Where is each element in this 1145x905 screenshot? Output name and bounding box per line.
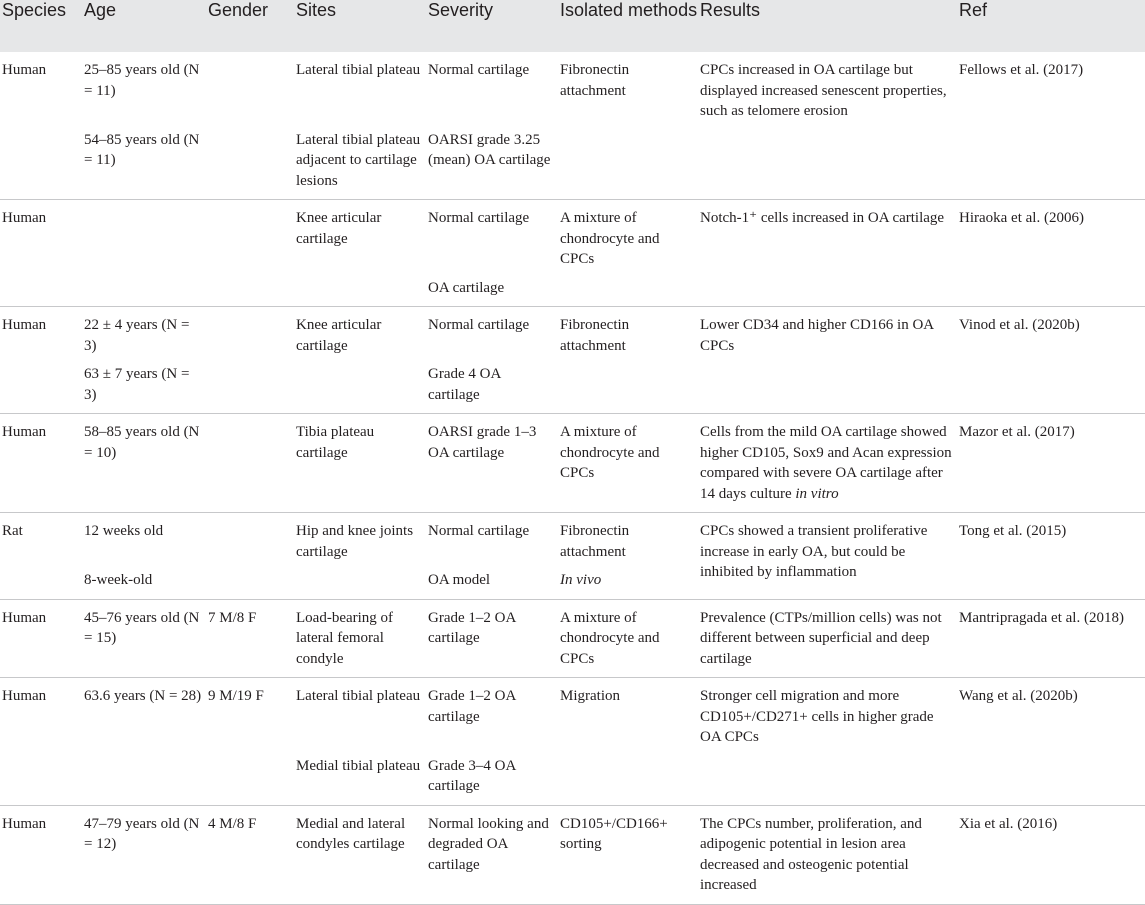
- table-row: [0, 678, 1145, 748]
- cell-ref: Vinod et al. (2020b): [959, 317, 1080, 333]
- cell-ref: [957, 270, 1145, 307]
- cell-age: 12 weeks old: [84, 523, 164, 539]
- cell-gender: [206, 307, 294, 357]
- cell-sites: Knee articular cartilage: [296, 210, 382, 247]
- cell-severity: Grade 3–4 OA cartilage: [426, 748, 558, 806]
- cell-ref: Wang et al. (2020b): [959, 688, 1078, 704]
- cell-ref: [957, 122, 1145, 200]
- cell-species: Human: [0, 599, 82, 678]
- cell-severity: Normal cartilage: [428, 317, 530, 333]
- cell-methods: [558, 562, 698, 599]
- cell-gender: 9 M/19 F: [208, 688, 264, 704]
- cell-methods: [558, 270, 698, 307]
- cell-ref: Hiraoka et al. (2006): [959, 210, 1084, 226]
- header-sites: Sites: [296, 0, 337, 20]
- cell-gender: [206, 356, 294, 414]
- cell-methods: CD105+/CD166+ sorting: [558, 805, 698, 904]
- cell-methods: Fibronectin attachment: [560, 523, 630, 560]
- cell-severity: OARSI grade 1–3 OA cartilage: [426, 414, 558, 513]
- cell-severity: Normal looking and degraded OA cartilage: [426, 805, 558, 904]
- table-row: [0, 122, 1145, 200]
- cell-gender: [206, 562, 294, 599]
- header-ref: Ref: [959, 0, 988, 20]
- cell-species: Rat: [2, 523, 23, 539]
- table-row: [0, 414, 1145, 513]
- cell-methods: [558, 122, 698, 200]
- cell-gender: 7 M/8 F: [206, 599, 294, 678]
- cell-gender: 4 M/8 F: [206, 805, 294, 904]
- cell-results: [698, 122, 957, 200]
- cell-results: Lower CD34 and higher CD166 in OA CPCs: [700, 317, 934, 354]
- cell-sites: Lateral tibial plateau: [296, 688, 421, 704]
- cell-sites: Medial and lateral condyles cartilage: [294, 805, 426, 904]
- cell-age: 8-week-old: [82, 562, 206, 599]
- header-isolated-methods: Isolated methods: [560, 0, 698, 20]
- cell-species: Human: [0, 805, 82, 904]
- cell-sites: Tibia plateau cartilage: [294, 414, 426, 513]
- cell-methods: [558, 356, 698, 414]
- cell-species: Human: [2, 210, 47, 226]
- cell-sites: [294, 562, 426, 599]
- cell-results: The CPCs number, proliferation, and adipogenic potential in lesion area decreased and osteogenic potential increased: [698, 805, 957, 904]
- cell-severity: Normal cartilage: [428, 210, 530, 226]
- cell-sites: [294, 270, 426, 307]
- cell-ref: Mantripragada et al. (2018): [957, 599, 1145, 678]
- cell-species: Human: [2, 317, 47, 333]
- cell-ref: [957, 356, 1145, 414]
- header-age: Age: [84, 0, 117, 20]
- cell-age: [82, 748, 206, 806]
- header-gender: Gender: [208, 0, 269, 20]
- cell-methods: A mixture of chondrocyte and CPCs: [558, 599, 698, 678]
- cell-methods: [558, 748, 698, 806]
- cell-methods: A mixture of chondrocyte and CPCs: [560, 210, 660, 267]
- table-row: [0, 562, 1145, 599]
- cell-severity: Grade 1–2 OA cartilage: [428, 688, 516, 725]
- table-body: [0, 52, 1145, 904]
- table-row: [0, 200, 1145, 270]
- cell-severity: Grade 4 OA cartilage: [426, 356, 558, 414]
- table-row: [0, 307, 1145, 357]
- cell-age: 22 ± 4 years (N = 3): [84, 317, 190, 354]
- cell-sites: Medial tibial plateau: [294, 748, 426, 806]
- cell-results: [698, 270, 957, 307]
- cell-species: Human: [2, 688, 47, 704]
- cell-age: 58–85 years old (N = 10): [82, 414, 206, 513]
- cell-gender: [206, 414, 294, 513]
- cell-sites: Knee articular cartilage: [296, 317, 382, 354]
- cell-severity: Normal cartilage: [428, 62, 530, 78]
- cell-results: Prevalence (CTPs/million cells) was not different between superficial and deep cartilage: [698, 599, 957, 678]
- cell-species: [0, 562, 82, 599]
- cell-sites: Hip and knee joints cartilage: [296, 523, 414, 560]
- results-text: Cells from the mild OA cartilage showed higher CD105, Sox9 and Acan expression compared with severe OA cartilage after 14 days culture: [700, 424, 952, 502]
- cell-ref: Xia et al. (2016): [957, 805, 1145, 904]
- cell-results: [698, 356, 957, 414]
- header-row: [0, 0, 1145, 52]
- table-row: [0, 270, 1145, 307]
- cell-gender: [206, 270, 294, 307]
- cell-species: [0, 748, 82, 806]
- cell-sites: Load-bearing of lateral femoral condyle: [294, 599, 426, 678]
- cell-species: [0, 270, 82, 307]
- cell-severity: Grade 1–2 OA cartilage: [426, 599, 558, 678]
- cell-ref: Mazor et al. (2017): [957, 414, 1145, 513]
- cell-results: [698, 748, 957, 806]
- methods-italic-text: In vivo: [560, 572, 602, 588]
- cell-gender: [206, 513, 294, 563]
- cell-sites: Lateral tibial plateau adjacent to cartilage lesions: [294, 122, 426, 200]
- cell-species: [0, 122, 82, 200]
- cell-methods: Fibronectin attachment: [560, 62, 630, 99]
- table-row: [0, 52, 1145, 122]
- cell-sites: [294, 356, 426, 414]
- header-severity: Severity: [428, 0, 494, 20]
- header-results: Results: [700, 0, 761, 20]
- cell-severity: OA cartilage: [426, 270, 558, 307]
- table-row: [0, 805, 1145, 904]
- cell-results: CPCs increased in OA cartilage but displayed increased senescent properties, such as telomere erosion: [700, 62, 947, 119]
- cell-gender: [206, 748, 294, 806]
- cell-results: Notch-1⁺ cells increased in OA cartilage: [700, 210, 945, 226]
- cell-age: [82, 270, 206, 307]
- cell-severity: OA model: [426, 562, 558, 599]
- cell-results: [698, 414, 957, 513]
- cell-age: [82, 200, 206, 270]
- cell-age: 45–76 years old (N = 15): [82, 599, 206, 678]
- cell-ref: Fellows et al. (2017): [959, 62, 1084, 78]
- table-row: [0, 599, 1145, 678]
- table-header: [0, 0, 1145, 52]
- cell-age: 54–85 years old (N = 11): [82, 122, 206, 200]
- cell-ref: Tong et al. (2015): [959, 523, 1067, 539]
- table-row: [0, 513, 1145, 563]
- table-row: [0, 748, 1145, 806]
- cell-severity: Normal cartilage: [428, 523, 530, 539]
- cell-methods: Fibronectin attachment: [560, 317, 630, 354]
- cell-ref: [957, 748, 1145, 806]
- cell-methods: A mixture of chondrocyte and CPCs: [558, 414, 698, 513]
- cell-gender: [206, 52, 294, 122]
- cell-age: 63 ± 7 years (N = 3): [82, 356, 206, 414]
- cell-species: Human: [0, 414, 82, 513]
- cell-age: 25–85 years old (N = 11): [84, 62, 200, 99]
- table-row: [0, 356, 1145, 414]
- cell-age: 63.6 years (N = 28): [84, 688, 202, 704]
- cell-gender: [206, 122, 294, 200]
- cell-methods: Migration: [560, 688, 620, 704]
- cell-gender: [206, 200, 294, 270]
- cell-sites: Lateral tibial plateau: [296, 62, 421, 78]
- results-italic-text: in vitro: [795, 485, 839, 502]
- header-species: Species: [2, 0, 67, 20]
- cell-results: CPCs showed a transient proliferative increase in early OA, but could be inhibited by inflammation: [698, 513, 957, 600]
- cell-age: 47–79 years old (N = 12): [82, 805, 206, 904]
- cell-results: Stronger cell migration and more CD105+/CD271+ cells in higher grade OA CPCs: [700, 688, 934, 745]
- cell-severity: OARSI grade 3.25 (mean) OA cartilage: [426, 122, 558, 200]
- cell-ref: [957, 562, 1145, 599]
- cell-species: Human: [2, 62, 47, 78]
- cell-species: [0, 356, 82, 414]
